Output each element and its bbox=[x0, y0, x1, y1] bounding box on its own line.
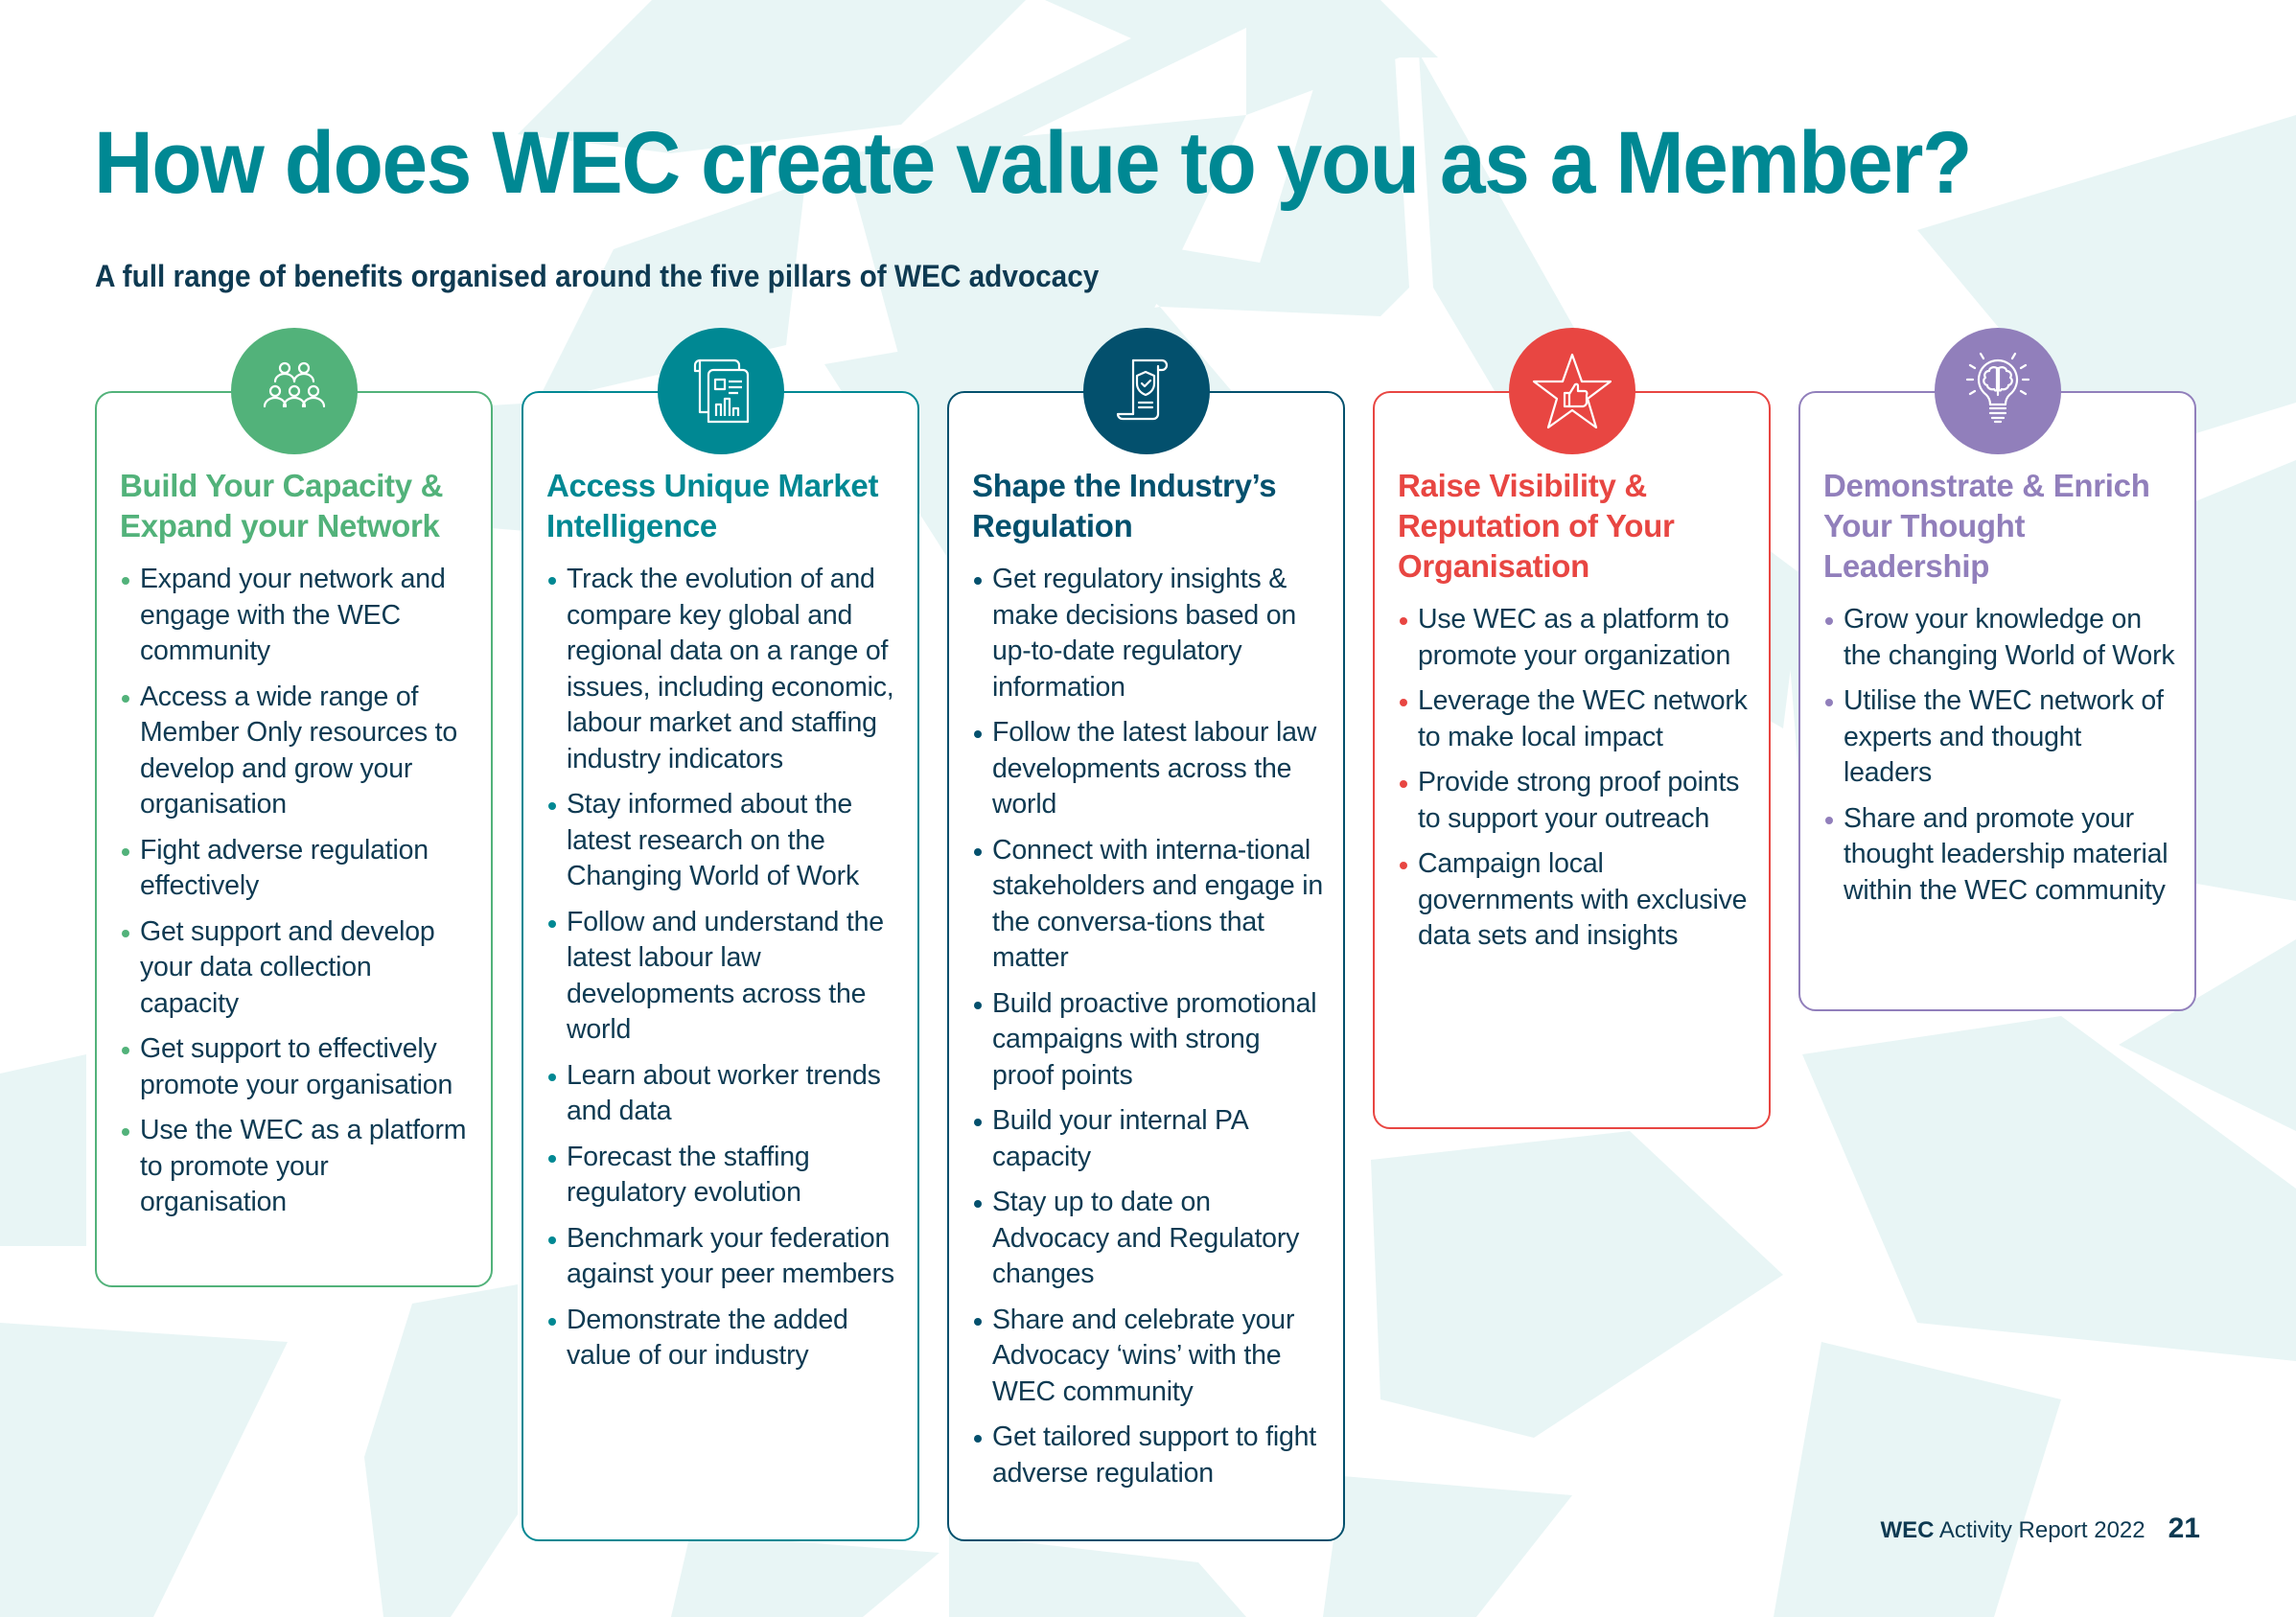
bullet-icon bbox=[122, 695, 129, 703]
bullet-icon bbox=[974, 1002, 982, 1009]
pillar-heading: Shape the Industry’s Regulation bbox=[972, 468, 1277, 543]
benefit-item: Campaign local governments with exclusive data sets and insights bbox=[1398, 846, 1750, 955]
regulation-scroll-shield-icon bbox=[1083, 328, 1210, 454]
benefit-item: Build proactive promotional campaigns with strong proof points bbox=[972, 986, 1324, 1095]
benefit-item: Share and promote your thought leadership material within the WEC community bbox=[1823, 801, 2175, 910]
benefit-item: Share and celebrate your Advocacy ‘wins’ with the WEC community bbox=[972, 1303, 1324, 1411]
pillar-heading: Raise Visibility & Reputation of Your Organisation bbox=[1398, 468, 1675, 584]
bullet-icon bbox=[1825, 817, 1833, 824]
pillar-heading: Build Your Capacity & Expand your Network bbox=[120, 468, 444, 543]
pillar-card-capacity-network bbox=[95, 391, 493, 1287]
bullet-icon bbox=[1400, 780, 1407, 788]
bullet-icon bbox=[1825, 699, 1833, 706]
bullet-icon bbox=[548, 1236, 556, 1244]
page-subtitle: A full range of benefits organised around the five pillars of WEC advocacy bbox=[95, 259, 1100, 293]
bullet-icon bbox=[122, 1128, 129, 1136]
benefit-item: Benchmark your federation against your peer members bbox=[546, 1221, 898, 1293]
pillar-heading: Demonstrate & Enrich Your Thought Leadership bbox=[1823, 468, 2150, 584]
benefit-item: Follow and understand the latest labour law developments across the world bbox=[546, 905, 898, 1049]
benefit-item: Get tailored support to fight adverse regulation bbox=[972, 1420, 1324, 1491]
benefit-item: Demonstrate the added value of our industry bbox=[546, 1303, 898, 1374]
bullet-icon bbox=[548, 1155, 556, 1163]
bullet-icon bbox=[1400, 862, 1407, 869]
benefit-list bbox=[546, 562, 898, 1374]
bullet-icon bbox=[974, 1435, 982, 1443]
benefit-item: Expand your network and engage with the WEC community bbox=[120, 562, 472, 670]
benefit-item: Fight adverse regulation effectively bbox=[120, 833, 472, 905]
benefit-item: Get regulatory insights & make decisions based on up-to-date regulatory information bbox=[972, 562, 1324, 705]
benefit-list bbox=[1398, 602, 1750, 955]
bullet-icon bbox=[974, 1318, 982, 1326]
bullet-icon bbox=[548, 802, 556, 810]
bullet-icon bbox=[548, 920, 556, 928]
benefit-item: Stay informed about the latest research on the Changing World of Work bbox=[546, 787, 898, 895]
bullet-icon bbox=[1400, 617, 1407, 625]
bullet-icon bbox=[1400, 699, 1407, 706]
benefit-item: Access a wide range of Member Only resources to develop and grow your organisation bbox=[120, 680, 472, 823]
bullet-icon bbox=[974, 1119, 982, 1126]
page-title: How does WEC create value to you as a Member? bbox=[94, 114, 1971, 212]
bullet-icon bbox=[1825, 617, 1833, 625]
benefit-item: Use WEC as a platform to promote your organization bbox=[1398, 602, 1750, 674]
benefit-item: Get support to effectively promote your organisation bbox=[120, 1031, 472, 1103]
page-footer bbox=[1881, 1513, 2201, 1545]
pillar-card-visibility-reputation bbox=[1373, 391, 1771, 1129]
bullet-icon bbox=[122, 848, 129, 856]
bullet-icon bbox=[974, 848, 982, 856]
benefit-item: Connect with interna-tional stakeholders and engage in the conversa-tions that matter bbox=[972, 833, 1324, 977]
benefit-item: Build your internal PA capacity bbox=[972, 1103, 1324, 1175]
benefit-item: Leverage the WEC network to make local impact bbox=[1398, 683, 1750, 755]
benefit-list bbox=[1823, 602, 2175, 909]
pillar-heading: Access Unique Market Intelligence bbox=[546, 468, 879, 543]
bullet-icon bbox=[548, 1318, 556, 1326]
bullet-icon bbox=[974, 1200, 982, 1208]
bullet-icon bbox=[974, 577, 982, 585]
benefit-item: Stay up to date on Advocacy and Regulatory changes bbox=[972, 1185, 1324, 1293]
lightbulb-brain-icon bbox=[1935, 328, 2061, 454]
benefit-item: Utilise the WEC network of experts and thought leaders bbox=[1823, 683, 2175, 792]
footer-brand: WEC bbox=[1880, 1517, 1935, 1543]
benefit-item: Track the evolution of and compare key global and regional data on a range of issues, including economic, labour market and staffing industry indicators bbox=[546, 562, 898, 777]
page-number: 21 bbox=[2168, 1513, 2200, 1544]
bullet-icon bbox=[974, 730, 982, 738]
benefit-item: Forecast the staffing regulatory evolution bbox=[546, 1140, 898, 1212]
benefit-item: Provide strong proof points to support your outreach bbox=[1398, 765, 1750, 837]
benefit-list bbox=[120, 562, 472, 1221]
people-network-icon bbox=[231, 328, 358, 454]
bullet-icon bbox=[122, 930, 129, 937]
report-chart-icon bbox=[658, 328, 784, 454]
benefit-item: Learn about worker trends and data bbox=[546, 1058, 898, 1130]
benefit-list bbox=[972, 562, 1324, 1491]
bullet-icon bbox=[122, 1047, 129, 1054]
bullet-icon bbox=[548, 577, 556, 585]
pillar-card-thought-leadership bbox=[1798, 391, 2196, 1011]
star-thumbs-up-icon bbox=[1509, 328, 1635, 454]
benefit-item: Grow your knowledge on the changing World of Work bbox=[1823, 602, 2175, 674]
benefit-item: Use the WEC as a platform to promote your organisation bbox=[120, 1113, 472, 1221]
bullet-icon bbox=[122, 577, 129, 585]
footer-report-title: WEC Activity Report 2022 bbox=[1880, 1517, 2145, 1543]
pillar-card-market-intelligence bbox=[522, 391, 919, 1541]
benefit-item: Get support and develop your data collection capacity bbox=[120, 914, 472, 1023]
benefit-item: Follow the latest labour law developments across the world bbox=[972, 715, 1324, 823]
bullet-icon bbox=[548, 1074, 556, 1081]
pillar-card-regulation bbox=[947, 391, 1345, 1541]
